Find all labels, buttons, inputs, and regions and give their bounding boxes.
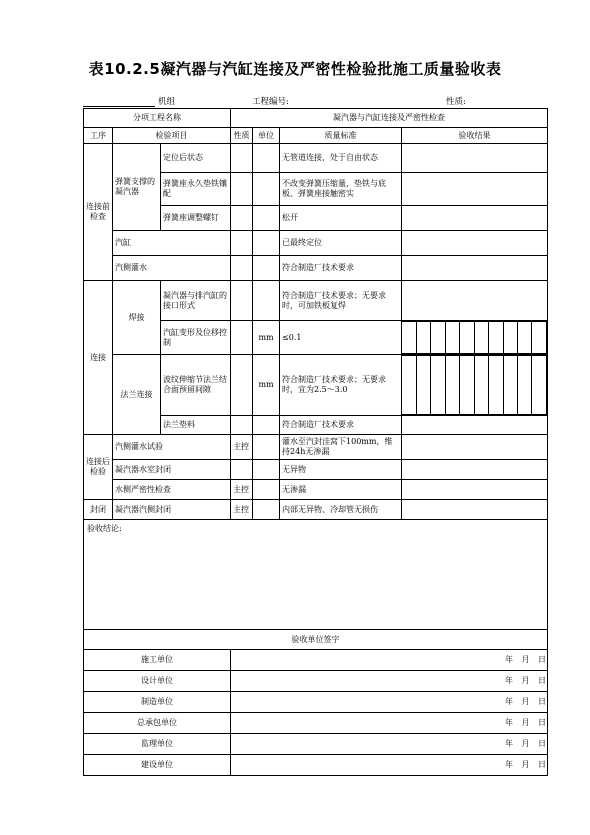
measurement-cell [416, 356, 430, 415]
signature-row [84, 734, 548, 755]
result-cell [402, 231, 548, 256]
signature-date: 年 月 日 [231, 671, 548, 692]
unit-label: 机组 [158, 97, 176, 107]
nature-label: 性质: [446, 97, 466, 107]
item-cell: 汽侧灌水试验 [113, 435, 231, 460]
project-name-value: 凝汽器与汽缸连接及严密性检查 [231, 109, 548, 128]
measurement-cell [518, 322, 532, 354]
result-cell [402, 256, 548, 281]
table-row [84, 480, 548, 500]
col-unit: 单位 [253, 128, 280, 144]
result-cell [402, 460, 548, 480]
signature-date: 年 月 日 [231, 650, 548, 671]
item-cell: 弹簧座调整螺钉 [161, 206, 231, 231]
nature-cell [231, 206, 253, 231]
table-row [84, 500, 548, 520]
column-header-row [84, 128, 548, 144]
unit-cell: mm [253, 355, 280, 416]
item-cell: 汽缸 [113, 231, 231, 256]
nature-cell [231, 173, 253, 206]
table-row [84, 256, 548, 281]
conclusion-cell [84, 520, 548, 630]
signature-date: 年 月 日 [231, 734, 548, 755]
signature-row [84, 755, 548, 776]
measurement-grid [402, 321, 548, 355]
item-cell: 弹簧座永久垫铁镶配 [161, 173, 231, 206]
group-spring-support: 弹簧支撑的凝汽器 [113, 144, 161, 231]
unit-cell [253, 231, 280, 256]
measurement-cell [402, 322, 416, 354]
inspection-table [83, 108, 548, 776]
signature-header: 验收单位签字 [84, 630, 548, 650]
nature-cell [231, 460, 253, 480]
item-cell: 凝汽器与排汽缸的接口形式 [161, 281, 231, 321]
col-nature: 性质 [231, 128, 253, 144]
nature-cell: 主控 [231, 480, 253, 500]
page-title: 表10.2.5凝汽器与汽缸连接及严密性检验批施工质量验收表 [88, 60, 502, 78]
table-row [84, 144, 548, 173]
item-cell: 法兰垫料 [161, 416, 231, 435]
standard-cell: 符合制造厂技术要求；无要求时，可加铁板复焊 [280, 281, 402, 321]
item-cell: 汽侧灌水 [113, 256, 231, 281]
measurement-cell [518, 356, 532, 415]
table-row [84, 281, 548, 321]
result-cell [402, 435, 548, 460]
signature-unit-label: 施工单位 [84, 650, 231, 671]
col-process: 工序 [84, 128, 113, 144]
signature-date: 年 月 日 [231, 692, 548, 713]
measurement-cell [503, 356, 517, 415]
signature-date: 年 月 日 [231, 755, 548, 776]
signature-unit-label: 总承包单位 [84, 713, 231, 734]
conclusion-label: 验收结论: [87, 524, 122, 533]
unit-cell [253, 206, 280, 231]
table-row [84, 355, 548, 416]
signature-row [84, 650, 548, 671]
signature-unit-label: 建设单位 [84, 755, 231, 776]
measurement-cell [460, 322, 474, 354]
group-connect: 连接 [84, 281, 113, 435]
table-row [84, 435, 548, 460]
table-row [84, 231, 548, 256]
signature-row [84, 692, 548, 713]
group-seal: 封闭 [84, 500, 113, 520]
nature-cell [231, 321, 253, 355]
measurement-cell [445, 356, 459, 415]
standard-cell: 内部无异物、冷却管无损伤 [280, 500, 402, 520]
standard-cell: 不改变弹簧压缩量，垫铁与底板、弹簧座接触密实 [280, 173, 402, 206]
unit-cell [253, 460, 280, 480]
unit-cell [253, 144, 280, 173]
unit-underline [83, 106, 155, 107]
nature-cell [231, 281, 253, 321]
nature-cell [231, 144, 253, 173]
standard-cell: 无渗漏 [280, 480, 402, 500]
item-cell: 汽缸变形及位移控制 [161, 321, 231, 355]
standard-cell: 无异物 [280, 460, 402, 480]
standard-cell: 灌水至汽封洼窝下100mm，维持24h无渗漏 [280, 435, 402, 460]
measurement-cell [532, 356, 547, 415]
col-result: 验收结果 [402, 128, 548, 144]
result-cell [402, 173, 548, 206]
signature-unit-label: 设计单位 [84, 671, 231, 692]
standard-cell: 松开 [280, 206, 402, 231]
unit-cell [253, 173, 280, 206]
standard-cell: 已最终定位 [280, 231, 402, 256]
unit-cell [253, 281, 280, 321]
col-standard: 质量标准 [280, 128, 402, 144]
standard-cell: 无管道连接，处于自由状态 [280, 144, 402, 173]
group-flange: 法兰连接 [113, 355, 161, 435]
standard-cell: 符合制造厂技术要求；无要求时，宜为2.5～3.0 [280, 355, 402, 416]
measurement-cell [416, 322, 430, 354]
unit-cell [253, 256, 280, 281]
result-cell [402, 416, 548, 435]
nature-cell [231, 355, 253, 416]
signature-row [84, 713, 548, 734]
unit-cell [253, 480, 280, 500]
result-cell [402, 206, 548, 231]
nature-cell: 主控 [231, 500, 253, 520]
standard-cell: 符合制造厂技术要求 [280, 416, 402, 435]
standard-cell: 符合制造厂技术要求 [280, 256, 402, 281]
item-cell: 凝汽器水室封闭 [113, 460, 231, 480]
measurement-cell [402, 356, 416, 415]
result-cell [402, 281, 548, 321]
project-name-label: 分项工程名称 [84, 109, 231, 128]
unit-cell: mm [253, 321, 280, 355]
col-item: 检验项目 [113, 128, 231, 144]
measurement-cell [431, 356, 445, 415]
unit-cell [253, 500, 280, 520]
result-cell [402, 480, 548, 500]
nature-cell [231, 416, 253, 435]
nature-cell [231, 256, 253, 281]
group-welding: 焊接 [113, 281, 161, 355]
item-cell: 波纹伸缩节法兰结合面预留间隙 [161, 355, 231, 416]
signature-unit-label: 制造单位 [84, 692, 231, 713]
nature-cell: 主控 [231, 435, 253, 460]
signature-date: 年 月 日 [231, 713, 548, 734]
result-cell [402, 500, 548, 520]
group-pre-check: 连接前检查 [84, 144, 113, 281]
measurement-cell [489, 356, 503, 415]
result-cell [402, 144, 548, 173]
measurement-cell [431, 322, 445, 354]
unit-cell [253, 435, 280, 460]
signature-row [84, 671, 548, 692]
item-cell: 定位后状态 [161, 144, 231, 173]
measurement-cell [532, 322, 547, 354]
measurement-cell [503, 322, 517, 354]
group-post-check: 连接后检验 [84, 435, 113, 500]
measurement-cell [474, 356, 488, 415]
item-cell: 凝汽器汽侧封闭 [113, 500, 231, 520]
standard-cell: ≤0.1 [280, 321, 402, 355]
unit-cell [253, 416, 280, 435]
measurement-cell [460, 356, 474, 415]
item-cell: 水侧严密性检查 [113, 480, 231, 500]
measurement-cell [489, 322, 503, 354]
measurement-cell [445, 322, 459, 354]
nature-cell [231, 231, 253, 256]
project-number-label: 工程编号: [252, 97, 289, 107]
signature-unit-label: 监理单位 [84, 734, 231, 755]
measurement-cell [474, 322, 488, 354]
table-row [84, 460, 548, 480]
measurement-grid [402, 355, 548, 416]
